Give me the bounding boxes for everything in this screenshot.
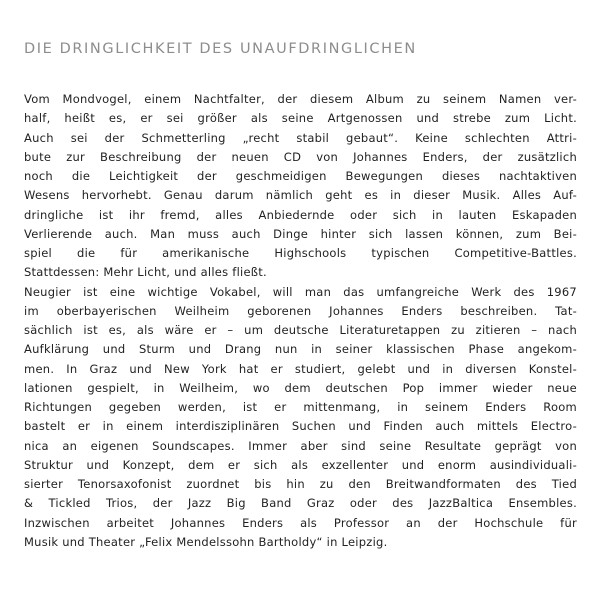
text-line: dringliche ist ihr fremd, alles Anbiedernde oder sich in lauten Eskapaden <box>24 207 577 222</box>
text-line: Richtungen gegeben werden, ist er mittenmang, in seinem Enders Room <box>24 400 577 414</box>
text-line: men. In Graz und New York hat er studiert, gelebt und in diversen Konstel- <box>24 361 577 376</box>
text-line: bastelt er in einem interdisziplinären Suchen und Finden auch mittels Electro- <box>24 419 577 434</box>
text-line: Neugier ist eine wichtige Vokabel, will man das umfangreiche Werk des 1967 <box>24 284 577 299</box>
text-line: Verlierende auch. Man muss auch Dinge hinter sich lassen können, zum Bei- <box>24 226 577 241</box>
text-line: & Tickled Trios, der Jazz Big Band Graz oder des JazzBaltica Ensembles. <box>24 496 577 511</box>
text-line: Aufklärung und Sturm und Drang nun in seiner klassischen Phase angekom- <box>24 342 577 357</box>
text-line: noch die Leichtigkeit der geschmeidigen Bewegungen dieses nachtaktiven <box>24 169 577 183</box>
text-line: Auch sei der Schmetterling „recht stabil gebaut“. Keine schlechten Attri- <box>24 130 577 145</box>
text-line: nica an eigenen Soundscapes. Immer aber sind seine Resultate geprägt von <box>24 438 577 453</box>
text-line: bute zur Beschreibung der neuen CD von Johannes Enders, der zusätzlich <box>24 149 577 164</box>
page-title: DIE DRINGLICHKEIT DES UNAUFDRINGLICHEN <box>24 40 417 57</box>
text-line: Vom Mondvogel, einem Nachtfalter, der diesem Album zu seinem Namen ver- <box>24 92 577 106</box>
text-line: sächlich ist es, als wäre er – um deutsche Literaturetappen zu zitieren – nach <box>24 323 577 337</box>
article-body <box>24 90 577 552</box>
text-line: Struktur und Konzept, dem er sich als exzellenter und enorm ausindividuali- <box>24 457 577 472</box>
text-line: im oberbayerischen Weilheim geborenen Johannes Enders beschreiben. Tat- <box>24 303 577 318</box>
text-line: spiel die für amerikanische Highschools typischen Competitive-Battles. <box>24 246 577 260</box>
text-line: Inzwischen arbeitet Johannes Enders als Professor an der Hochschule für <box>24 515 577 530</box>
text-line: lationen gespielt, in Weilheim, wo dem deutschen Pop immer wieder neue <box>24 380 577 395</box>
text-line: Musik und Theater „Felix Mendelssohn Bartholdy“ in Leipzig. <box>24 534 388 549</box>
text-line: Wesens hervorhebt. Genau darum nämlich geht es in dieser Musik. Alles Auf- <box>24 188 577 203</box>
text-line: Stattdessen: Mehr Licht, und alles fließt. <box>24 265 267 280</box>
text-line: sierter Tenorsaxofonist zuordnet bis hin zu den Breitwandformaten des Tied <box>24 477 577 491</box>
text-line: half, heißt es, er sei größer als seine Artgenossen und strebe zum Licht. <box>24 111 577 126</box>
